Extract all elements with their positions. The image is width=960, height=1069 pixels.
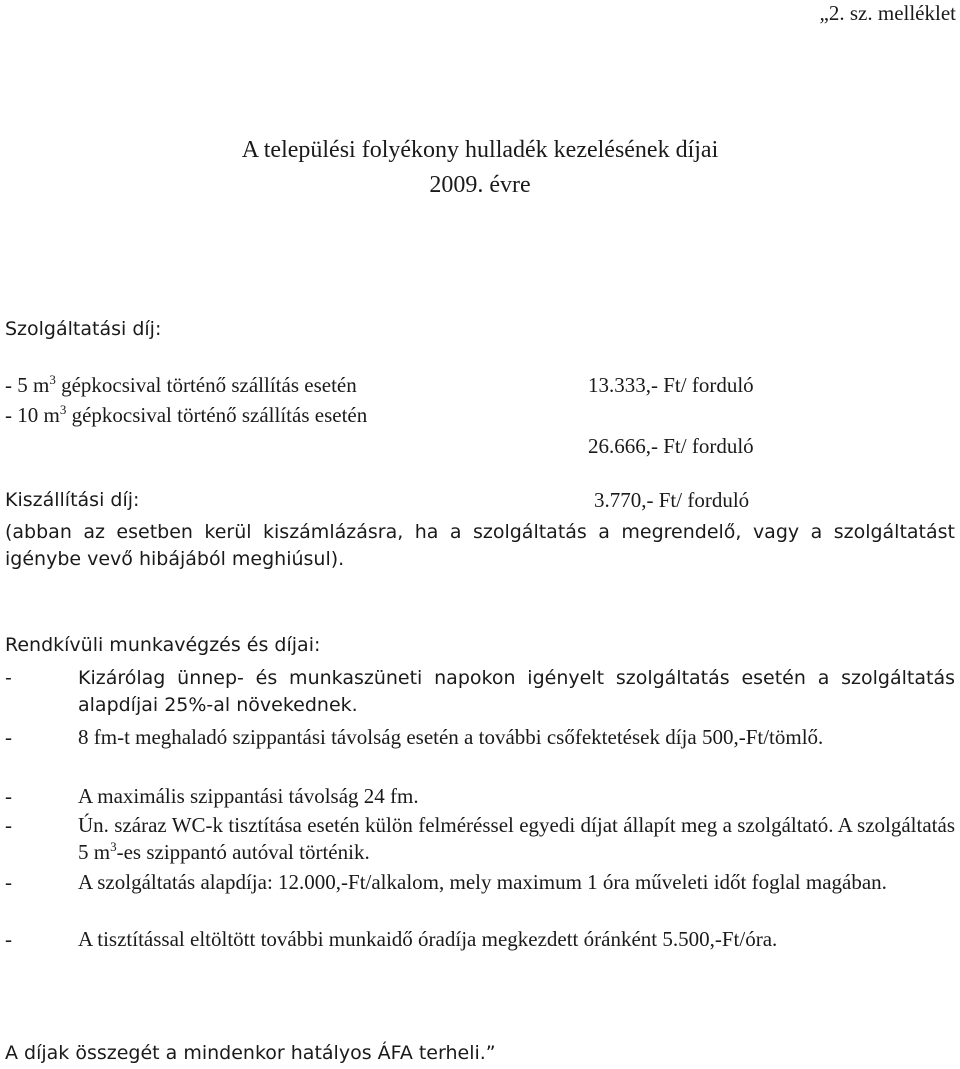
delivery-fee-price: 3.770,- Ft/ forduló — [594, 488, 750, 512]
label-text: gépkocsival történő szállítás esetén — [55, 373, 357, 397]
extra-work-item-text: A szolgáltatás alapdíja: 12.000,-Ft/alkalom, mely maximum 1 óra műveleti időt foglal magában. — [78, 870, 887, 894]
list-dash: - — [5, 784, 12, 808]
extra-work-item — [5, 783, 955, 810]
extra-work-item-text: 8 fm-t meghaladó szippantási távolság esetén a további csőfektetések díja 500,-Ft/tömlő. — [78, 725, 824, 749]
extra-work-item — [5, 665, 955, 719]
label-text: gépkocsival történő szállítás esetén — [66, 403, 368, 427]
service-fee-item-10m3-price: 26.666,- Ft/ forduló — [588, 434, 754, 458]
extra-work-item — [5, 926, 955, 953]
list-dash: - — [5, 870, 12, 894]
extra-work-item-text: A maximális szippantási távolság 24 fm. — [78, 784, 419, 808]
extra-work-item — [5, 724, 955, 751]
list-dash: - — [5, 927, 12, 951]
extra-work-item-text: A tisztítással eltöltött további munkaidő óradíja megkezdett óránként 5.500,-Ft/óra. — [78, 927, 778, 951]
extra-work-item-text: Kizárólag ünnep- és munkaszüneti napokon igényelt szolgáltatás esetén a szolgáltatás alapdíjai 25%-al növekednek. — [78, 667, 955, 716]
superscript: 3 — [49, 372, 56, 387]
label-text: - 10 m — [5, 403, 60, 427]
extra-work-heading: Rendkívüli munkavégzés és díjai: — [5, 634, 321, 656]
extra-work-item — [5, 812, 955, 866]
item-text-part: -es szippantó autóval történik. — [116, 840, 370, 864]
list-dash: - — [5, 667, 12, 689]
extra-work-item-text — [78, 812, 955, 866]
service-fee-item-5m3-price: 13.333,- Ft/ forduló — [588, 373, 754, 397]
list-dash: - — [5, 813, 12, 837]
delivery-fee-label: Kiszállítási díj: — [5, 489, 140, 511]
service-fee-heading: Szolgáltatási díj: — [5, 318, 162, 340]
service-fee-item-10m3-label — [5, 402, 367, 429]
superscript: 3 — [59, 402, 67, 417]
superscript: 3 — [110, 839, 117, 854]
item-text-part: Ún. száraz WC-k tisztítása esetén külön felméréssel egyedi díjat állapít meg a szolgáltató. A szolgáltatás 5 m — [78, 813, 955, 864]
vat-footer-note: A díjak összegét a mindenkor hatályos ÁFA terheli.” — [5, 1042, 496, 1064]
document-title: A települési folyékony hulladék kezelésének díjai — [241, 137, 719, 163]
list-dash: - — [5, 725, 12, 749]
label-text: - 5 m — [5, 373, 50, 397]
annex-label: „2. sz. melléklet — [819, 1, 956, 25]
delivery-fee-note: (abban az esetben kerül kiszámlázásra, ha a szolgáltatás a megrendelő, vagy a szolgáltatást igénybe vevő hibájából meghiúsul). — [5, 521, 955, 570]
service-fee-item-5m3-label — [5, 372, 357, 399]
extra-work-item — [5, 869, 955, 896]
document-subtitle-year: 2009. évre — [429, 172, 531, 198]
